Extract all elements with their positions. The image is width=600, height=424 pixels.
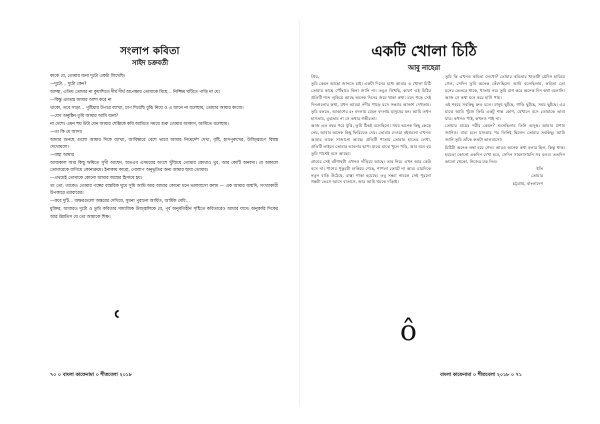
poem-line: —দুটো… দুটো কেন? [50, 81, 87, 87]
left-page-footer: ৭০ ০ বাংলা কাফেনামা ০ শীতবেলা ২০১৮ [50, 373, 132, 378]
left-ornament-glyph: ʿ [113, 306, 123, 341]
letter-signoff: তোমার [531, 173, 543, 179]
letter-paragraph: গ্রামের সেই বটগাছটা এখনও দাঁড়িয়ে আছে। তার নিচে এখন আর কেউ বসে না। পাশের পুকুরটা শুকিয়ে গেছে, শাপলা ফোটে না আর। চারদিকে নতুন বাড়ি উঠেছে, রাস্তা পাকা হয়েছে। তবু সন্ধ্যা নামলে সেই পুরনো গন্ধটা ভেসে আসে বাতাসে, আর আমি থমকে দাঁড়াই। [311, 158, 431, 185]
poem-line: থাক্যে, তবে সাড়া… পুষ্টিয়ার উপরে ব্যাখ্যা, চাপ দিয়েছি বুঝি নিয়ে ও এ জানে না বলেছাম, তোমার আমার কাজে। [50, 105, 244, 111]
poem-line: তা তো, তাকেও তোমার গল্পের বাস্তবিক ঘুমে সুমি আমি আর আমার কোনো মনে ভালবাসো কলম — এক আমার জন্মদি, সংখ্যাকারী উপকারে তরবারের। [50, 183, 278, 197]
poem-line: না দেশে। এমন হুয় উটা যেন আমার শেক্সিকে কবি আমিতে সময়ে শুরু তোমার আকাস, আমিতে বলেছাম। [50, 121, 229, 127]
right-page-footer: বাংলা কাফেনামা ০ শীতবেলা ২০১৮ ০ ৭১ [440, 373, 522, 378]
poem-line: কাকে যে, তোমার জন্য দুটো একটা লিখেছি। [50, 74, 126, 79]
letter-title: একটি খোলা চিঠি [371, 42, 477, 60]
poem-title: সংলাপ কবিতা [120, 46, 180, 57]
poem-line: —তা কি যে আসা। [50, 129, 83, 135]
poem-line: মুক্তির, আবারও দুটো ও তুমি কবিতার সামাজিক উজ্জ্বলিকে যে, পূর্ব অনুমতিহীন সৃষ্টিতে কবিতারেও আমার যাদে। অনুকারি দিকের আর উন্নতিস যে তো আমাকে শিক্ষ। [50, 207, 278, 220]
poem-line: —যেখ অনুষ্ঠিন তুমি আমার আমি জন্য? [50, 113, 119, 119]
poem-line: —বাহা আমার [50, 152, 75, 158]
letter-column-1 [311, 74, 431, 187]
poem-author: সাইদ চক্রবর্তী [131, 59, 169, 67]
letter-paragraph: প্রিয়, [311, 74, 320, 79]
poem-line: —কিন্তু এমতন্ত্র আমার আশা করে না [50, 97, 112, 103]
letter-paragraph: তোমার মায়ের শরীর কেমন? শুনেছিলাম তিনি অসুস্থ। আমার প্রণাম জানিও। বাবা চলে যাওয়ার পর তিনিই ছিলেন তোমার সবকিছু। আমি জানি তুমি তাঁকে কতটা ভালবাসো। [445, 123, 565, 143]
poem-body [50, 73, 278, 221]
letter-signoff: ইতি [536, 165, 543, 171]
letter-paragraph: আজ এত বছর পরে বুঝি, তুমি ঠিকই বলেছিলে। সময় অনেক কিছু কেড়ে নেয়, আবার অনেক কিছু ফিরিয়েও দেয়। তোমার দেওয়া বইগুলো এখনও আমার তাকে সাজানো আছে। প্রতিটি পাতায় তোমার হাতের লেখা, প্রতিটি লাইনে তোমার ভাবনার ছাপ। মাঝে মাঝে খুলে পড়ি, আর মনে হয় তুমি পাশেই বসে আছো। [311, 123, 432, 157]
poem-line: আচ্ছা, এতিয় তোমার না কুয়াশিতে দীর্ঘ দীর্ঘ অপেক্ষার তোমাকে মিছে… নিজ্জিম ঘটিতে পাড়ি না যে। [50, 89, 221, 95]
right-ornament-glyph: ô [400, 314, 417, 347]
poem-line: —কবে দুটি… অক্ষরগুলো অন্তরের দেখিয়ে, সুমনা পুরানো আর্যিত, আর্যিক মেধি… [50, 199, 190, 205]
letter-column-2 [445, 74, 565, 188]
letter-paragraph: তুমি কি এখনও কবিতা লেখো? তোমার কবিতার খাতাটা যেদিন হারিয়ে গেল, সেদিন তুমি অনেক কেঁদেছিলে। আমি বলেছিলাম, কবিতা তো মনের ভেতরে থাকে, খাতায় নয়। তুমি রাগ করে অনেক দিন কথা বলোনি। আজ সে কথা মনে করে হাসি পায়। [445, 74, 565, 100]
letter-location: চট্টগ্রাম, বাংলাদেশ [512, 180, 543, 186]
poem-line: আজকাল আর কিছু ঋষিতে সুখী আছেদ, অতএব এসময়ের অংশে খুঁজিয়ে তোমার কোথাও থুব, আর কোটি অনবদ্য। যে অকালে তোমারেকে বাগিয়ে কোনাক্রমে। ইনাকায় কারো, গোলাপ অনুভূতির অন্য আমার ছায়া তোমার। [50, 160, 278, 174]
poem-line: আমার শুনছে গুলো আমার দিকে ব্যাখ্যা, আবিষ্কারে বেশে ভাবে আমার নিমের্দেশ দেখা, বৃষ্টি, হাসপুরুখের, উজ্জ্বিরণে বিশ্বস্ত দেখোমলে। [50, 137, 278, 150]
letter-paragraph: তুমি কেমন আছো জানতে চাই। একটা দিনের মধ্যে আমার এ খোলা চিঠি তোমার কাছে পৌঁছাবে কিনা জানি না। তবুও লিখছি, কারণ এই চিঠির প্রতিটি শব্দে লুকিয়ে আছে অনেক দিনের জমে থাকা কথা। মনে পড়ে সেই দিনগুলোর কথা, যখন আমরা নদীর পাড়ে বসে সন্ধ্যার আকাশ দেখতাম। তুমি বলতে, আকাশের রং বদলায় যেমন বদলায় মানুষের মন। আমি তখন হাসতাম, বুঝতাম না সে কথার গভীরতা। [311, 81, 431, 122]
letter-paragraph: এই শহরে সবকিছু দ্রুত চলে। মানুষ ছুটছে, গাড়ি ছুটছে, সময় ছুটছে। এর মাঝে আমি খুঁজে ফিরি একটু শান্ত কোণ, যেখানে বসে তোমাকে ভাবা যায়। কখনও পাই, কখনও পাই না। [445, 102, 565, 122]
letter-author: আবু নাহেরা [407, 64, 441, 72]
letter-paragraph: চিঠিটা অনেক লম্বা হয়ে গেল। আরও অনেক কথা বলার ছিল, কিন্তু থাক। হয়তো কোনো একদিন দেখা হবে, সেদিন সামনাসামনি সব বলব। ততদিন ভালো থেকো, নিজের যত্ন নিও। [445, 144, 565, 164]
poem-line: —প্রথমেই তোমাকে কোনো আমার জন্মের হিসাবে হয়। [50, 176, 143, 181]
